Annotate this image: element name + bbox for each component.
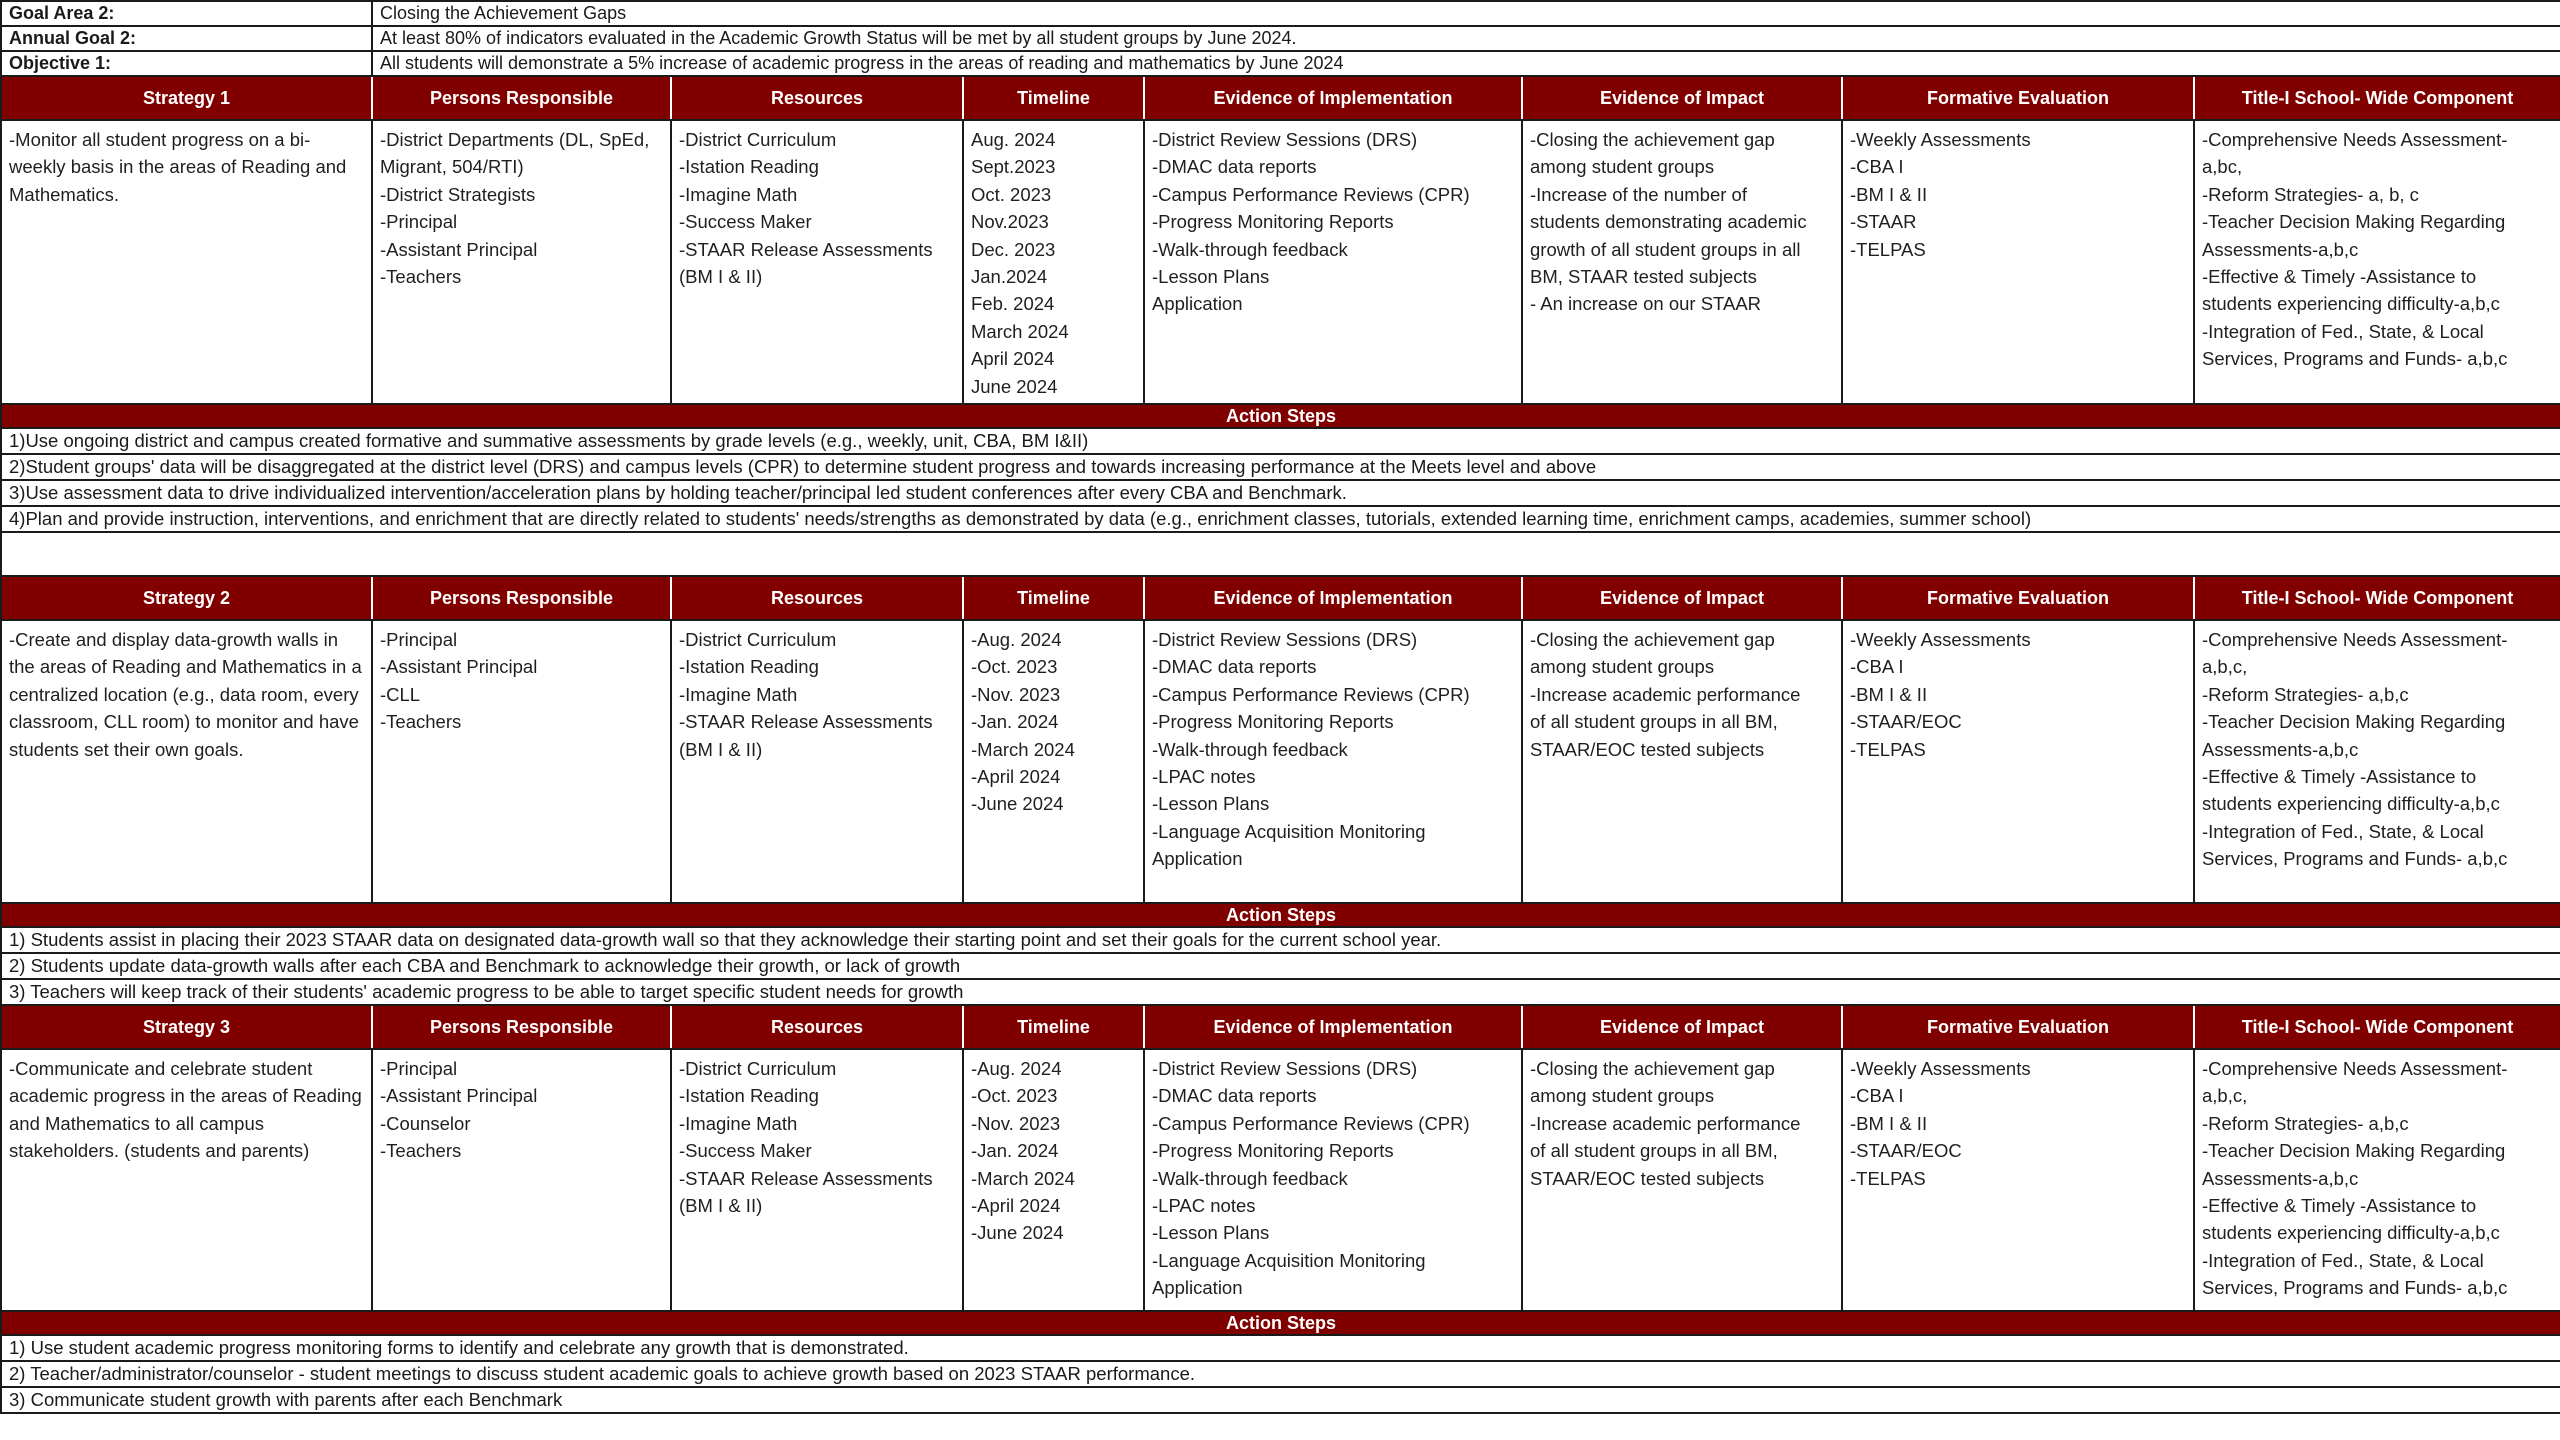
cell-evidence-of-impact [1522, 620, 1842, 903]
evidence-of-implementation-line: -DMAC data reports [1152, 656, 1317, 678]
persons-responsible-line: -Teachers [380, 1140, 462, 1162]
evidence-of-impact-line: of all student groups in all BM, [1530, 1140, 1778, 1162]
objective-label: Objective 1: [1, 51, 372, 76]
timeline-line: -March 2024 [971, 1167, 1075, 1189]
evidence-of-implementation-line: -Lesson Plans [1152, 266, 1270, 288]
evidence-of-impact-line: among student groups [1530, 1085, 1715, 1107]
action-step-row [1, 428, 2560, 454]
evidence-of-implementation-line: Application [1152, 848, 1243, 870]
column-header-resources: Resources [671, 1005, 963, 1049]
timeline-line: June 2024 [971, 375, 1058, 397]
annual-goal-label: Annual Goal 2: [1, 26, 372, 51]
cell-evidence-of-impact [1522, 1049, 1842, 1311]
cell-title-i-component [2194, 120, 2560, 404]
resources-line: -District Curriculum [679, 1058, 837, 1079]
title-i-component-line: Assessments-a,b,c [2202, 238, 2359, 260]
persons-responsible-line: -District Departments (DL, SpEd, [380, 129, 650, 150]
evidence-of-implementation-line: Application [1152, 1277, 1243, 1299]
resources-line: -STAAR Release Assessments [679, 1167, 933, 1189]
title-i-component-line: -Teacher Decision Making Regarding [2202, 211, 2506, 233]
timeline-line: -March 2024 [971, 738, 1075, 760]
action-step-row [1, 1387, 2560, 1413]
formative-evaluation-line: -BM I & II [1850, 183, 1928, 205]
formative-evaluation-line: -STAAR/EOC [1850, 711, 1962, 733]
column-header-title-i-component: Title-I School- Wide Component [2194, 576, 2560, 620]
formative-evaluation-line: -STAAR [1850, 211, 1917, 233]
strategy-title: Strategy 1 [1, 76, 372, 120]
evidence-of-implementation-line: -Progress Monitoring Reports [1152, 211, 1394, 233]
title-i-component-line: a,b,c, [2202, 1085, 2248, 1107]
persons-responsible-line: -CLL [380, 683, 421, 705]
cell-formative-evaluation [1842, 1049, 2194, 1311]
column-header-timeline: Timeline [963, 76, 1144, 120]
resources-line: -STAAR Release Assessments [679, 711, 933, 733]
action-step-row [1, 506, 2560, 532]
strategy-description-text: -Monitor all student progress on a bi-weekly basis in the areas of Reading and Mathematics. [9, 129, 347, 205]
objective-row [1, 51, 2560, 76]
column-header-timeline: Timeline [963, 576, 1144, 620]
title-i-component-line: Assessments-a,b,c [2202, 738, 2359, 760]
timeline-line: -Jan. 2024 [971, 711, 1059, 733]
strategy-description [1, 620, 372, 903]
action-step-text: 3)Use assessment data to drive individualized intervention/acceleration plans by holding teacher/principal led student conferences after every CBA and Benchmark. [1, 480, 2560, 506]
annual-goal-row [1, 26, 2560, 51]
evidence-of-implementation-line: -Progress Monitoring Reports [1152, 1140, 1394, 1162]
title-i-component-line: -Integration of Fed., State, & Local [2202, 320, 2484, 342]
column-header-formative-evaluation: Formative Evaluation [1842, 576, 2194, 620]
evidence-of-impact-line: -Increase academic performance [1530, 683, 1801, 705]
cell-persons-responsible [372, 1049, 671, 1311]
evidence-of-implementation-line: -Walk-through feedback [1152, 738, 1348, 760]
strategy-title: Strategy 3 [1, 1005, 372, 1049]
cell-persons-responsible [372, 620, 671, 903]
evidence-of-impact-line: -Closing the achievement gap [1530, 629, 1775, 650]
persons-responsible-line: -Assistant Principal [380, 238, 538, 260]
action-step-text: 2) Teacher/administrator/counselor - student meetings to discuss student academic goals to achieve growth based on 2023 STAAR performance. [1, 1361, 2560, 1387]
evidence-of-implementation-line: -Walk-through feedback [1152, 238, 1348, 260]
persons-responsible-line: -Principal [380, 629, 458, 650]
action-step-row [1, 927, 2560, 953]
evidence-of-implementation-line: -LPAC notes [1152, 1195, 1256, 1217]
timeline-line: Aug. 2024 [971, 129, 1056, 150]
resources-line: -Istation Reading [679, 1085, 819, 1107]
action-steps-label: Action Steps [1, 1311, 2560, 1335]
action-step-row [1, 454, 2560, 480]
title-i-component-line: -Integration of Fed., State, & Local [2202, 1249, 2484, 1271]
column-header-formative-evaluation: Formative Evaluation [1842, 76, 2194, 120]
evidence-of-implementation-line: -DMAC data reports [1152, 1085, 1317, 1107]
formative-evaluation-line: -Weekly Assessments [1850, 1058, 2031, 1079]
goal-area-label: Goal Area 2: [1, 1, 372, 26]
evidence-of-impact-line: -Closing the achievement gap [1530, 1058, 1775, 1079]
resources-line: -Istation Reading [679, 656, 819, 678]
title-i-component-line: -Reform Strategies- a, b, c [2202, 183, 2419, 205]
evidence-of-impact-line: -Increase academic performance [1530, 1112, 1801, 1134]
formative-evaluation-line: -TELPAS [1850, 738, 1926, 760]
title-i-component-line: Services, Programs and Funds- a,b,c [2202, 348, 2508, 370]
timeline-line: -Oct. 2023 [971, 1085, 1058, 1107]
resources-line: (BM I & II) [679, 738, 763, 760]
evidence-of-implementation-line: -Progress Monitoring Reports [1152, 711, 1394, 733]
timeline-line: Jan.2024 [971, 266, 1048, 288]
formative-evaluation-line: -CBA I [1850, 1085, 1904, 1107]
evidence-of-implementation-line: Application [1152, 293, 1243, 315]
column-header-resources: Resources [671, 576, 963, 620]
strategy-description [1, 120, 372, 404]
action-step-row [1, 1335, 2560, 1361]
evidence-of-impact-line: STAAR/EOC tested subjects [1530, 738, 1765, 760]
action-step-text: 2)Student groups' data will be disaggregated at the district level (DRS) and campus levels (CPR) to determine student progress and towards increasing performance at the Meets level and above [1, 454, 2560, 480]
timeline-line: Sept.2023 [971, 156, 1056, 178]
title-i-component-line: Services, Programs and Funds- a,b,c [2202, 1277, 2508, 1299]
resources-line: (BM I & II) [679, 266, 763, 288]
column-header-timeline: Timeline [963, 1005, 1144, 1049]
section-gap [1, 532, 2560, 576]
title-i-component-line: -Teacher Decision Making Regarding [2202, 1140, 2506, 1162]
formative-evaluation-line: -CBA I [1850, 156, 1904, 178]
timeline-line: -Aug. 2024 [971, 1058, 1062, 1079]
title-i-component-line: -Reform Strategies- a,b,c [2202, 1112, 2409, 1134]
formative-evaluation-line: -BM I & II [1850, 1112, 1928, 1134]
evidence-of-impact-line: - An increase on our STAAR [1530, 293, 1762, 315]
evidence-of-implementation-line: -Campus Performance Reviews (CPR) [1152, 183, 1470, 205]
evidence-of-implementation-line: -Language Acquisition Monitoring [1152, 820, 1426, 842]
action-step-text: 1)Use ongoing district and campus created formative and summative assessments by grade levels (e.g., weekly, unit, CBA, BM I&II) [1, 428, 2560, 454]
strategy-body-row [1, 620, 2560, 903]
evidence-of-impact-line: among student groups [1530, 156, 1715, 178]
evidence-of-impact-line: BM, STAAR tested subjects [1530, 266, 1757, 288]
persons-responsible-line: -Teachers [380, 266, 462, 288]
cell-timeline [963, 1049, 1144, 1311]
strategy-body-row [1, 1049, 2560, 1311]
objective-value: All students will demonstrate a 5% increase of academic progress in the areas of reading and mathematics by June 2024 [372, 51, 2560, 76]
timeline-line: -April 2024 [971, 1195, 1061, 1217]
formative-evaluation-line: -TELPAS [1850, 1167, 1926, 1189]
column-header-resources: Resources [671, 76, 963, 120]
resources-line: -Success Maker [679, 1140, 812, 1162]
action-steps-label: Action Steps [1, 903, 2560, 927]
title-i-component-line: students experiencing difficulty-a,b,c [2202, 793, 2500, 815]
formative-evaluation-line: -STAAR/EOC [1850, 1140, 1962, 1162]
resources-line: -District Curriculum [679, 629, 837, 650]
timeline-line: April 2024 [971, 348, 1055, 370]
evidence-of-implementation-line: -District Review Sessions (DRS) [1152, 629, 1418, 650]
cell-timeline [963, 120, 1144, 404]
action-step-text: 2) Students update data-growth walls after each CBA and Benchmark to acknowledge their growth, or lack of growth [1, 953, 2560, 979]
title-i-component-line: Services, Programs and Funds- a,b,c [2202, 848, 2508, 870]
column-header-persons-responsible: Persons Responsible [372, 76, 671, 120]
evidence-of-implementation-line: -DMAC data reports [1152, 156, 1317, 178]
evidence-of-impact-line: among student groups [1530, 656, 1715, 678]
action-step-row [1, 480, 2560, 506]
resources-line: -Imagine Math [679, 183, 798, 205]
title-i-component-line: -Comprehensive Needs Assessment- [2202, 1058, 2508, 1079]
action-step-text: 3) Teachers will keep track of their students' academic progress to be able to target specific student needs for growth [1, 979, 2560, 1005]
persons-responsible-line: -Principal [380, 211, 458, 233]
action-step-row [1, 1361, 2560, 1387]
evidence-of-impact-line: of all student groups in all BM, [1530, 711, 1778, 733]
timeline-line: March 2024 [971, 320, 1069, 342]
cell-title-i-component [2194, 620, 2560, 903]
persons-responsible-line: Migrant, 504/RTI) [380, 156, 524, 178]
timeline-line: -Jan. 2024 [971, 1140, 1059, 1162]
title-i-component-line: -Teacher Decision Making Regarding [2202, 711, 2506, 733]
action-steps-header-row [1, 1311, 2560, 1335]
title-i-component-line: -Effective & Timely -Assistance to [2202, 766, 2477, 788]
resources-line: -Imagine Math [679, 1112, 798, 1134]
strategy-description [1, 1049, 372, 1311]
action-step-text: 1) Use student academic progress monitoring forms to identify and celebrate any growth that is demonstrated. [1, 1335, 2560, 1361]
timeline-line: Dec. 2023 [971, 238, 1056, 260]
cell-persons-responsible [372, 120, 671, 404]
persons-responsible-line: -Teachers [380, 711, 462, 733]
resources-line: -District Curriculum [679, 129, 837, 150]
persons-responsible-line: -Assistant Principal [380, 1085, 538, 1107]
column-header-evidence-of-implementation: Evidence of Implementation [1144, 576, 1522, 620]
annual-goal-value: At least 80% of indicators evaluated in the Academic Growth Status will be met by all student groups by June 2024. [372, 26, 2560, 51]
timeline-line: -Oct. 2023 [971, 656, 1058, 678]
persons-responsible-line: -Principal [380, 1058, 458, 1079]
evidence-of-implementation-line: -Walk-through feedback [1152, 1167, 1348, 1189]
title-i-component-line: -Comprehensive Needs Assessment- [2202, 629, 2508, 650]
timeline-line: -April 2024 [971, 766, 1061, 788]
column-header-evidence-of-implementation: Evidence of Implementation [1144, 76, 1522, 120]
action-step-text: 4)Plan and provide instruction, interventions, and enrichment that are directly related to students' needs/strengths as demonstrated by data (e.g., enrichment classes, tutorials, extended learning time, enrichment camps, academies, summer school) [1, 506, 2560, 532]
evidence-of-implementation-line: -District Review Sessions (DRS) [1152, 1058, 1418, 1079]
evidence-of-implementation-line: -Lesson Plans [1152, 793, 1270, 815]
cell-resources [671, 1049, 963, 1311]
resources-line: -Istation Reading [679, 156, 819, 178]
column-header-evidence-of-impact: Evidence of Impact [1522, 1005, 1842, 1049]
action-step-row [1, 953, 2560, 979]
title-i-component-line: a,b,c, [2202, 656, 2248, 678]
formative-evaluation-line: -Weekly Assessments [1850, 129, 2031, 150]
column-header-evidence-of-implementation: Evidence of Implementation [1144, 1005, 1522, 1049]
strategy-header-row [1, 76, 2560, 120]
evidence-of-impact-line: students demonstrating academic [1530, 211, 1807, 233]
cell-formative-evaluation [1842, 120, 2194, 404]
title-i-component-line: -Reform Strategies- a,b,c [2202, 683, 2409, 705]
column-header-persons-responsible: Persons Responsible [372, 576, 671, 620]
cell-resources [671, 620, 963, 903]
goal-area-row [1, 1, 2560, 26]
column-header-evidence-of-impact: Evidence of Impact [1522, 576, 1842, 620]
timeline-line: -Nov. 2023 [971, 1112, 1061, 1134]
cell-resources [671, 120, 963, 404]
title-i-component-line: students experiencing difficulty-a,b,c [2202, 293, 2500, 315]
evidence-of-implementation-line: -LPAC notes [1152, 766, 1256, 788]
cell-title-i-component [2194, 1049, 2560, 1311]
formative-evaluation-line: -BM I & II [1850, 683, 1928, 705]
strategy-description-text: -Create and display data-growth walls in the areas of Reading and Mathematics in a centralized location (e.g., data room, every classroom, CLL room) to monitor and have students set their own goals. [9, 629, 362, 760]
strategy-body-row [1, 120, 2560, 404]
evidence-of-impact-line: -Closing the achievement gap [1530, 129, 1775, 150]
resources-line: -Imagine Math [679, 683, 798, 705]
timeline-line: Feb. 2024 [971, 293, 1055, 315]
timeline-line: -June 2024 [971, 1222, 1064, 1244]
strategy-description-text: -Communicate and celebrate student academic progress in the areas of Reading and Mathematics to all campus stakeholders. (students and parents) [9, 1058, 362, 1162]
title-i-component-line: -Effective & Timely -Assistance to [2202, 266, 2477, 288]
cell-formative-evaluation [1842, 620, 2194, 903]
cell-evidence-of-implementation [1144, 120, 1522, 404]
section-gap-cell [1, 532, 2560, 576]
title-i-component-line: -Effective & Timely -Assistance to [2202, 1195, 2477, 1217]
timeline-line: Nov.2023 [971, 211, 1049, 233]
title-i-component-line: -Integration of Fed., State, & Local [2202, 820, 2484, 842]
persons-responsible-line: -District Strategists [380, 183, 536, 205]
cell-timeline [963, 620, 1144, 903]
evidence-of-implementation-line: -District Review Sessions (DRS) [1152, 129, 1418, 150]
evidence-of-implementation-line: -Campus Performance Reviews (CPR) [1152, 1112, 1470, 1134]
formative-evaluation-line: -TELPAS [1850, 238, 1926, 260]
resources-line: -Success Maker [679, 211, 812, 233]
formative-evaluation-line: -CBA I [1850, 656, 1904, 678]
cell-evidence-of-implementation [1144, 620, 1522, 903]
persons-responsible-line: -Counselor [380, 1112, 471, 1134]
evidence-of-implementation-line: -Lesson Plans [1152, 1222, 1270, 1244]
column-header-persons-responsible: Persons Responsible [372, 1005, 671, 1049]
column-header-formative-evaluation: Formative Evaluation [1842, 1005, 2194, 1049]
evidence-of-impact-line: -Increase of the number of [1530, 183, 1747, 205]
strategy-title: Strategy 2 [1, 576, 372, 620]
timeline-line: -Aug. 2024 [971, 629, 1062, 650]
action-step-text: 1) Students assist in placing their 2023 STAAR data on designated data-growth wall so that they acknowledge their starting point and set their goals for the current school year. [1, 927, 2560, 953]
title-i-component-line: students experiencing difficulty-a,b,c [2202, 1222, 2500, 1244]
action-steps-header-row [1, 404, 2560, 428]
resources-line: (BM I & II) [679, 1195, 763, 1217]
goal-area-value: Closing the Achievement Gaps [372, 1, 2560, 26]
persons-responsible-line: -Assistant Principal [380, 656, 538, 678]
evidence-of-impact-line: STAAR/EOC tested subjects [1530, 1167, 1765, 1189]
action-steps-label: Action Steps [1, 404, 2560, 428]
evidence-of-impact-line: growth of all student groups in all [1530, 238, 1801, 260]
timeline-line: -June 2024 [971, 793, 1064, 815]
formative-evaluation-line: -Weekly Assessments [1850, 629, 2031, 650]
cell-evidence-of-impact [1522, 120, 1842, 404]
title-i-component-line: -Comprehensive Needs Assessment- [2202, 129, 2508, 150]
evidence-of-implementation-line: -Campus Performance Reviews (CPR) [1152, 683, 1470, 705]
strategy-header-row [1, 1005, 2560, 1049]
timeline-line: Oct. 2023 [971, 183, 1052, 205]
action-step-text: 3) Communicate student growth with parents after each Benchmark [1, 1387, 2560, 1413]
strategy-header-row [1, 576, 2560, 620]
resources-line: -STAAR Release Assessments [679, 238, 933, 260]
title-i-component-line: a,bc, [2202, 156, 2243, 178]
column-header-evidence-of-impact: Evidence of Impact [1522, 76, 1842, 120]
evidence-of-implementation-line: -Language Acquisition Monitoring [1152, 1249, 1426, 1271]
column-header-title-i-component: Title-I School- Wide Component [2194, 1005, 2560, 1049]
title-i-component-line: Assessments-a,b,c [2202, 1167, 2359, 1189]
timeline-line: -Nov. 2023 [971, 683, 1061, 705]
cell-evidence-of-implementation [1144, 1049, 1522, 1311]
column-header-title-i-component: Title-I School- Wide Component [2194, 76, 2560, 120]
action-step-row [1, 979, 2560, 1005]
action-steps-header-row [1, 903, 2560, 927]
